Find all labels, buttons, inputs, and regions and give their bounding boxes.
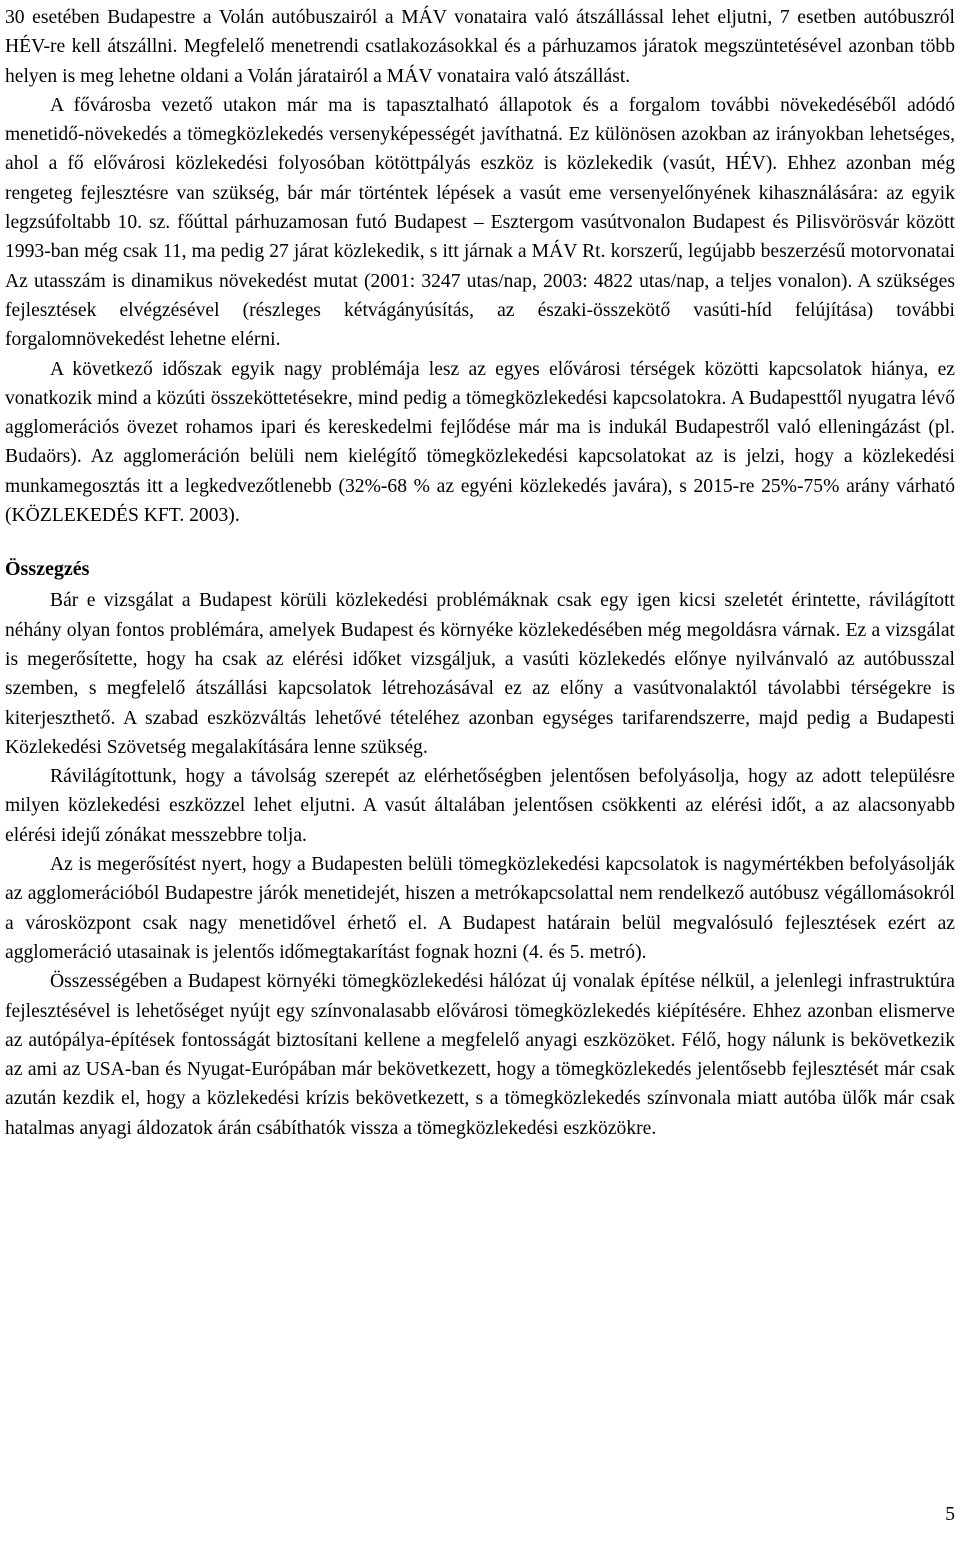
document-page	[5, 3, 955, 1143]
paragraph-transfer-connections: 30 esetében Budapestre a Volán autóbuszairól a MÁV vonataira való átszállással lehet eljutni, 7 esetben autóbuszról HÉV-re kell átszállni. Megfelelő menetrendi csatlakozásokkal és a párhuzamos járatok megszüntetésével azonban több helyen is meg lehetne oldani a Volán járatairól a MÁV vonataira való átszállást.	[5, 7, 955, 87]
paragraph-suburban-connections: A következő időszak egyik nagy problémája lesz az egyes elővárosi térségek közötti kapcsolatok hiánya, ez vonatkozik mind a közúti összeköttetésekre, mind pedig a tömegközlekedési kapcsolatokra. A Budapesttől nyugatra lévő agglomerációs övezet rohamos ipari és kereskedelmi fejlődése már ma is indukál Budapestről való elleningázást (pl. Budaörs). Az agglomeráción belüli nem kielégítő tömegközlekedési kapcsolatokat az is jelzi, hogy a közlekedési munkamegosztás itt a legkedvezőtlenebb (32%-68 % az egyéni közlekedés javára), s 2015-re 25%-75% arány várható (KÖZLEKEDÉS KFT. 2003).	[5, 358, 955, 527]
paragraph-travel-time-growth: A fővárosba vezető utakon már ma is tapasztalható állapotok és a forgalom további növekedéséből adódó menetidő-növekedés a tömegközlekedés versenyképességét javíthatná. Ez különösen azokban az irányokban lehetséges, ahol a fő elővárosi közlekedési folyosóban kötöttpályás eszköz is közlekedik (vasút, HÉV). Ehhez azonban még rengeteg fejlesztésre van szükség, bár már történtek lépések a vasút eme versenyelőnyének kihasználására: az egyik legzsúfoltabb 10. sz. főúttal párhuzamosan futó Budapest – Esztergom vasútvonalon Budapest és Pilisvörösvár között 1993-ban még csak 11, ma pedig 27 járat közlekedik, s itt járnak a MÁV Rt. korszerű, legújabb beszerzésű motorvonatai Az utasszám is dinamikus növekedést mutat (2001: 3247 utas/nap, 2003: 4822 utas/nap, a teljes vonalon). A szükséges fejlesztések elvégzésével (részleges kétvágányúsítás, az északi-összekötő vasúti-híd felújítása) további forgalomnövekedést lehetne elérni.	[5, 94, 955, 351]
section-heading-summary: Összegzés	[5, 558, 90, 581]
paragraph-summary-metro: Az is megerősítést nyert, hogy a Budapesten belüli tömegközlekedési kapcsolatok is nagymértékben befolyásolják az agglomerációból Budapestre járók menetidejét, hiszen a metrókapcsolattal nem rendelkező autóbusz végállomásokról a városközpont csak nagy menetidővel érhető el. A Budapest határain belül megvalósuló fejlesztések ezért az agglomeráció utasainak is jelentős időmegtakarítást fognak hozni (4. és 5. metró).	[5, 854, 955, 963]
paragraph-summary-distance: Rávilágítottunk, hogy a távolság szerepét az elérhetőségben jelentősen befolyásolja, hogy az adott településre milyen közlekedési eszközzel lehet eljutni. A vasút általában jelentősen csökkenti az elérési időt, a az alacsonyabb elérési idejű zónákat messzebbre tolja.	[5, 766, 955, 846]
paragraph-summary-conclusion: Összességében a Budapest környéki tömegközlekedési hálózat új vonalak építése nélkül, a jelenlegi infrastruktúra fejlesztésével is lehetőséget nyújt egy színvonalasabb elővárosi tömegközlekedés kiépítésére. Ehhez azonban elismerve az autópálya-építések fontosságát biztosítani kellene a megfelelő anyagi eszközöket. Félő, hogy nálunk is bekövetkezik az ami az USA-ban és Nyugat-Európában már bekövetkezett, hogy a tömegközlekedés jelentősebb fejlesztését már csak azután kezdik el, hogy a közlekedési krízis bekövetkezett, s a tömegközlekedés színvonala miatt autóba ülők már csak hatalmas anyagi áldozatok árán csábíthatók vissza a tömegközlekedési eszközökre.	[5, 971, 955, 1139]
page-number: 5	[945, 1504, 955, 1525]
paragraph-summary-intro: Bár e vizsgálat a Budapest körüli közlekedési problémáknak csak egy igen kicsi szeletét érintette, rávilágított néhány olyan fontos problémára, amelyek Budapest és környéke közlekedésében még megoldásra várnak. Ez a vizsgálat is megerősítette, hogy ha csak az elérési időket vizsgáljuk, a vasúti közlekedés előnye nyilvánvaló az autóbusszal szemben, s megfelelő átszállási kapcsolatok létrehozásával ez az előny a vasútvonalaktól távolabbi térségekre is kiterjeszthető. A szabad eszközváltás lehetővé tételéhez azonban egységes tarifarendszerre, majd pedig a Budapesti Közlekedési Szövetség megalakítására lenne szükség.	[5, 590, 955, 758]
